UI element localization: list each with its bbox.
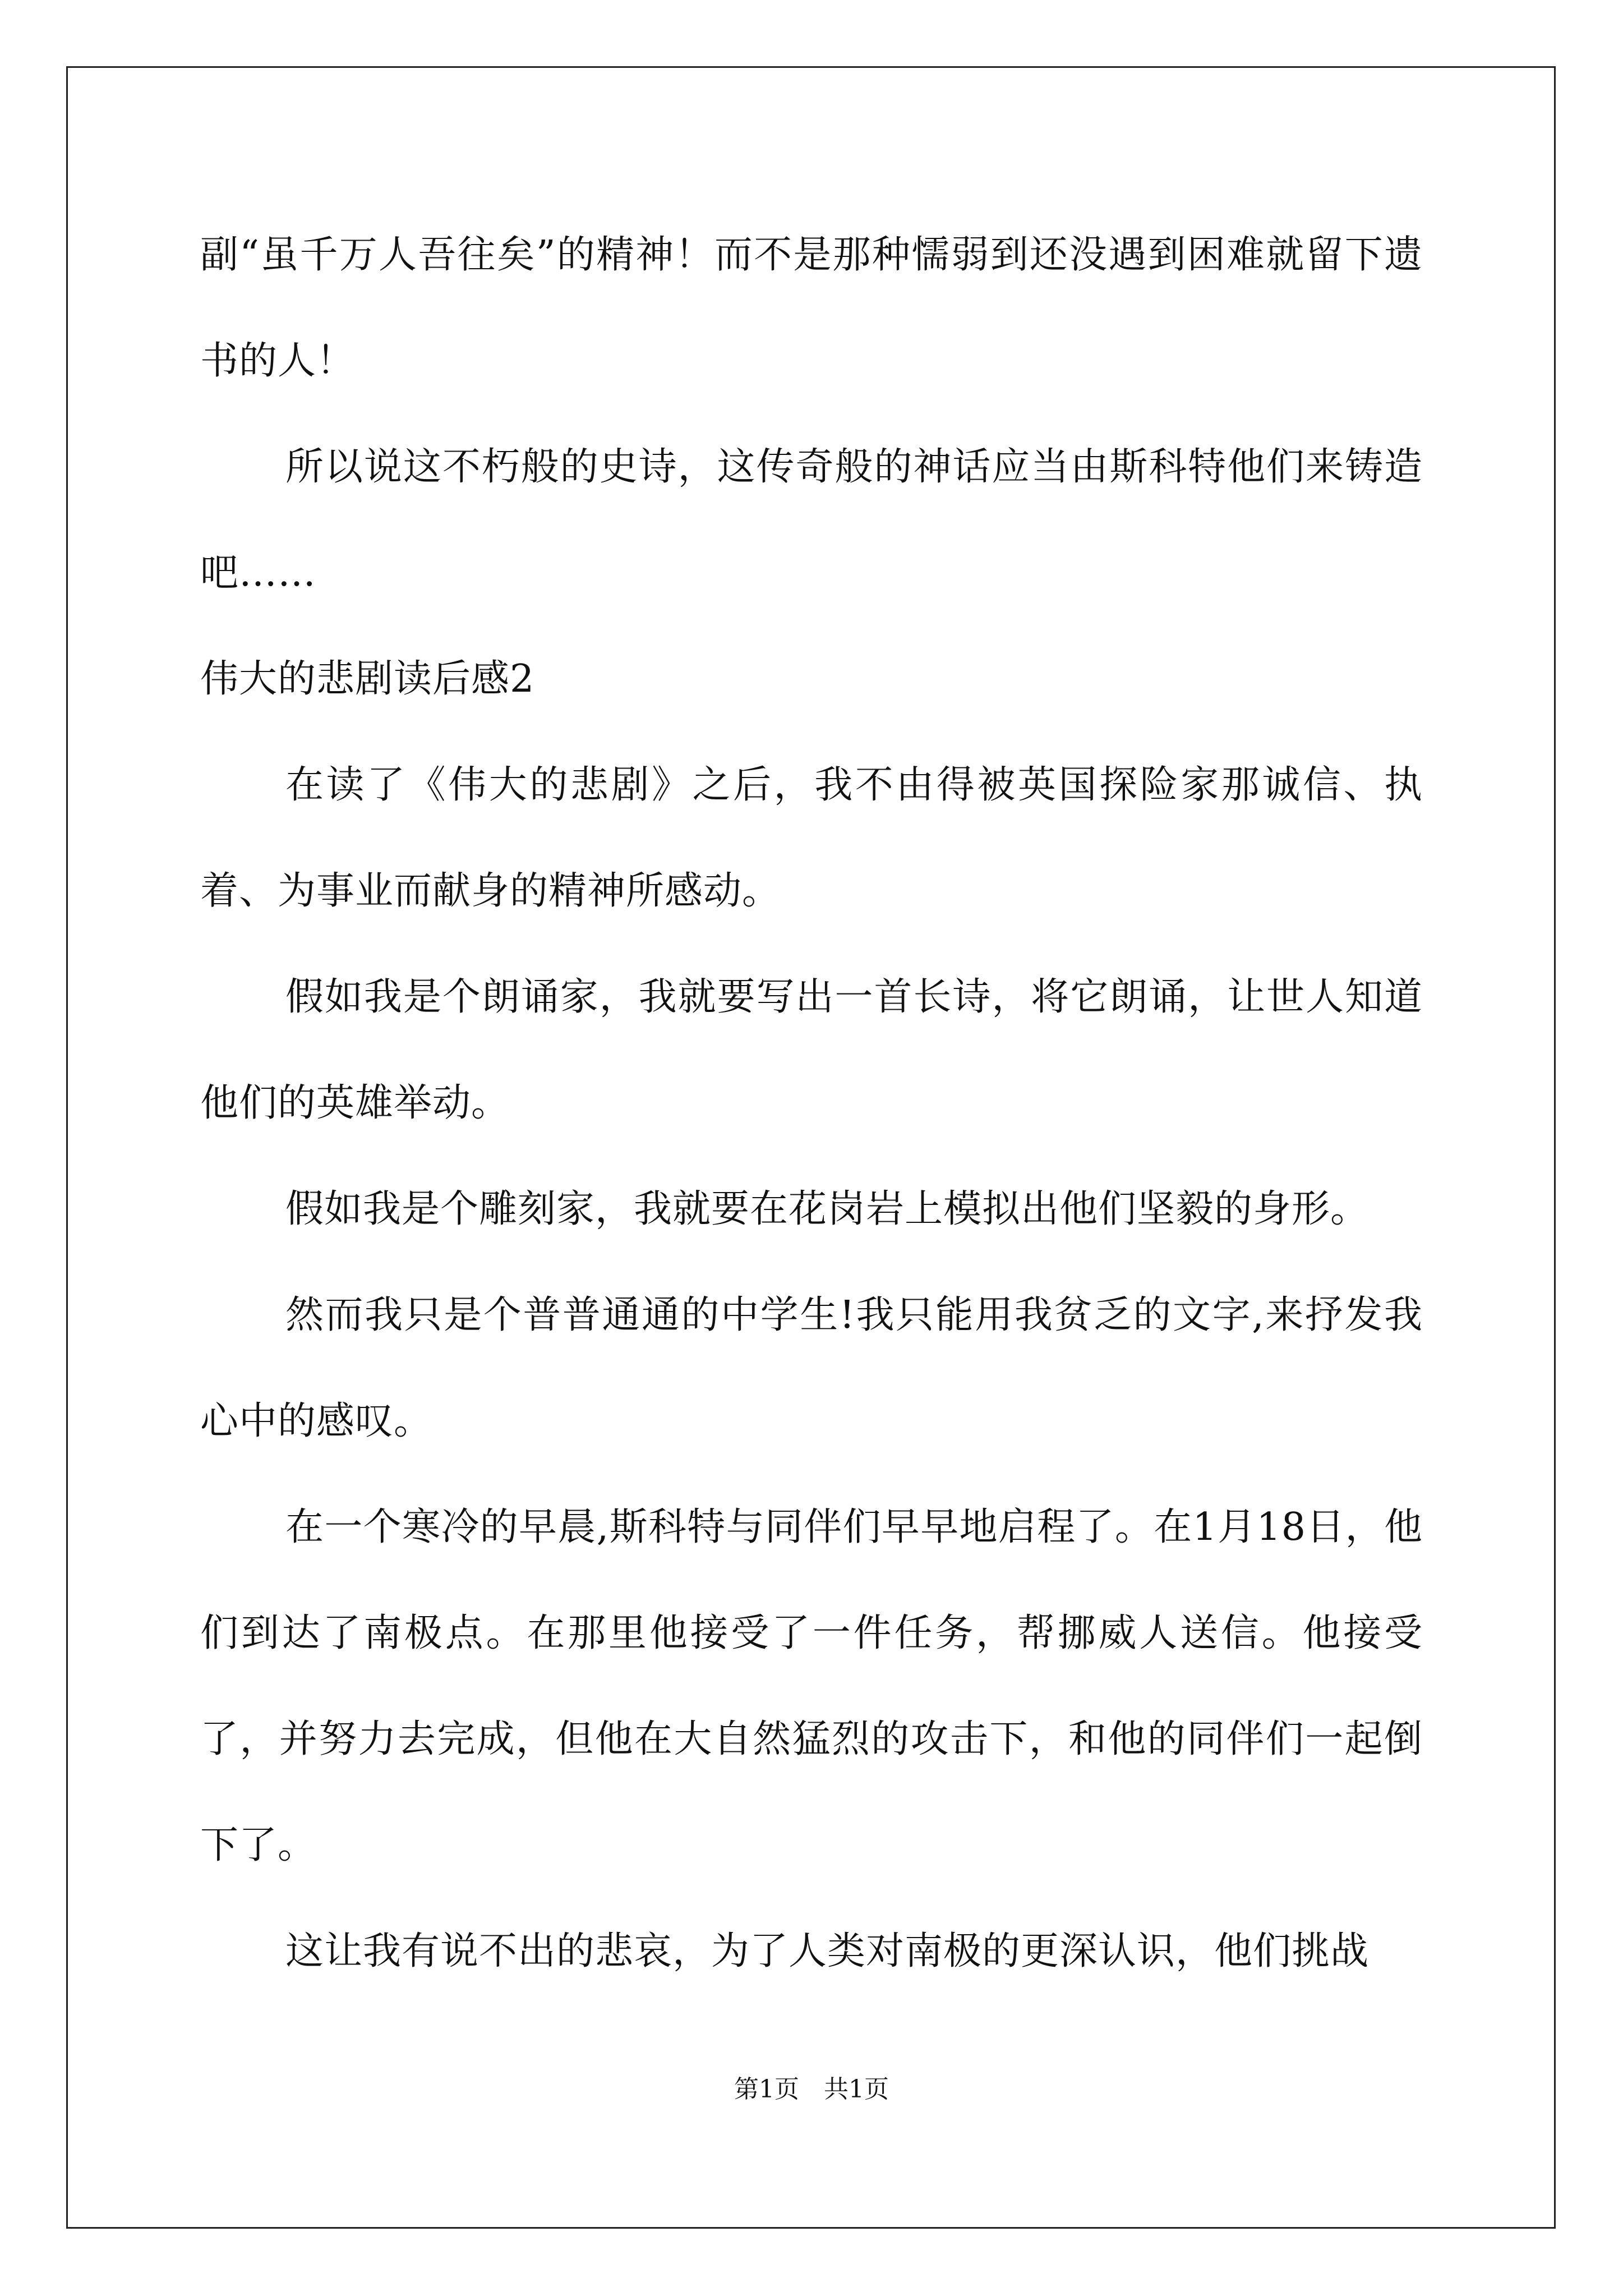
paragraph: 然而我只是个普普通通的中学生!我只能用我贫乏的文字,来抒发我心中的感叹。 [200,1293,1423,1443]
section-heading: 伟大的悲剧读后感2 [200,657,535,701]
page-number-footer: 第1页 共1页 [734,2075,889,2104]
document-body [200,202,1423,2004]
paragraph: 在一个寒冷的早晨,斯科特与同伴们早早地启程了。在1月18日，他们到达了南极点。在那里他接受了一件任务，帮挪威人送信。他接受了，并努力去完成，但他在大自然猛烈的攻击下，和他的同伴们一起倒下了。 [200,1505,1423,1867]
paragraph: 假如我是个朗诵家，我就要写出一首长诗，将它朗诵，让世人知道他们的英雄举动。 [200,975,1423,1125]
paragraph: 在读了《伟大的悲剧》之后，我不由得被英国探险家那诚信、执着、为事业而献身的精神所感动。 [200,763,1423,913]
paragraph: 假如我是个雕刻家，我就要在花岗岩上模拟出他们坚毅的身形。 [285,1187,1370,1231]
paragraph-continuation: 副“虽千万人吾往矣”的精神！而不是那种懦弱到还没遇到困难就留下遗书的人！ [200,233,1423,383]
paragraph: 所以说这不朽般的史诗，这传奇般的神话应当由斯科特他们来铸造吧…… [200,445,1423,595]
paragraph: 这让我有说不出的悲哀，为了人类对南极的更深认识，他们挑战 [285,1929,1370,1973]
